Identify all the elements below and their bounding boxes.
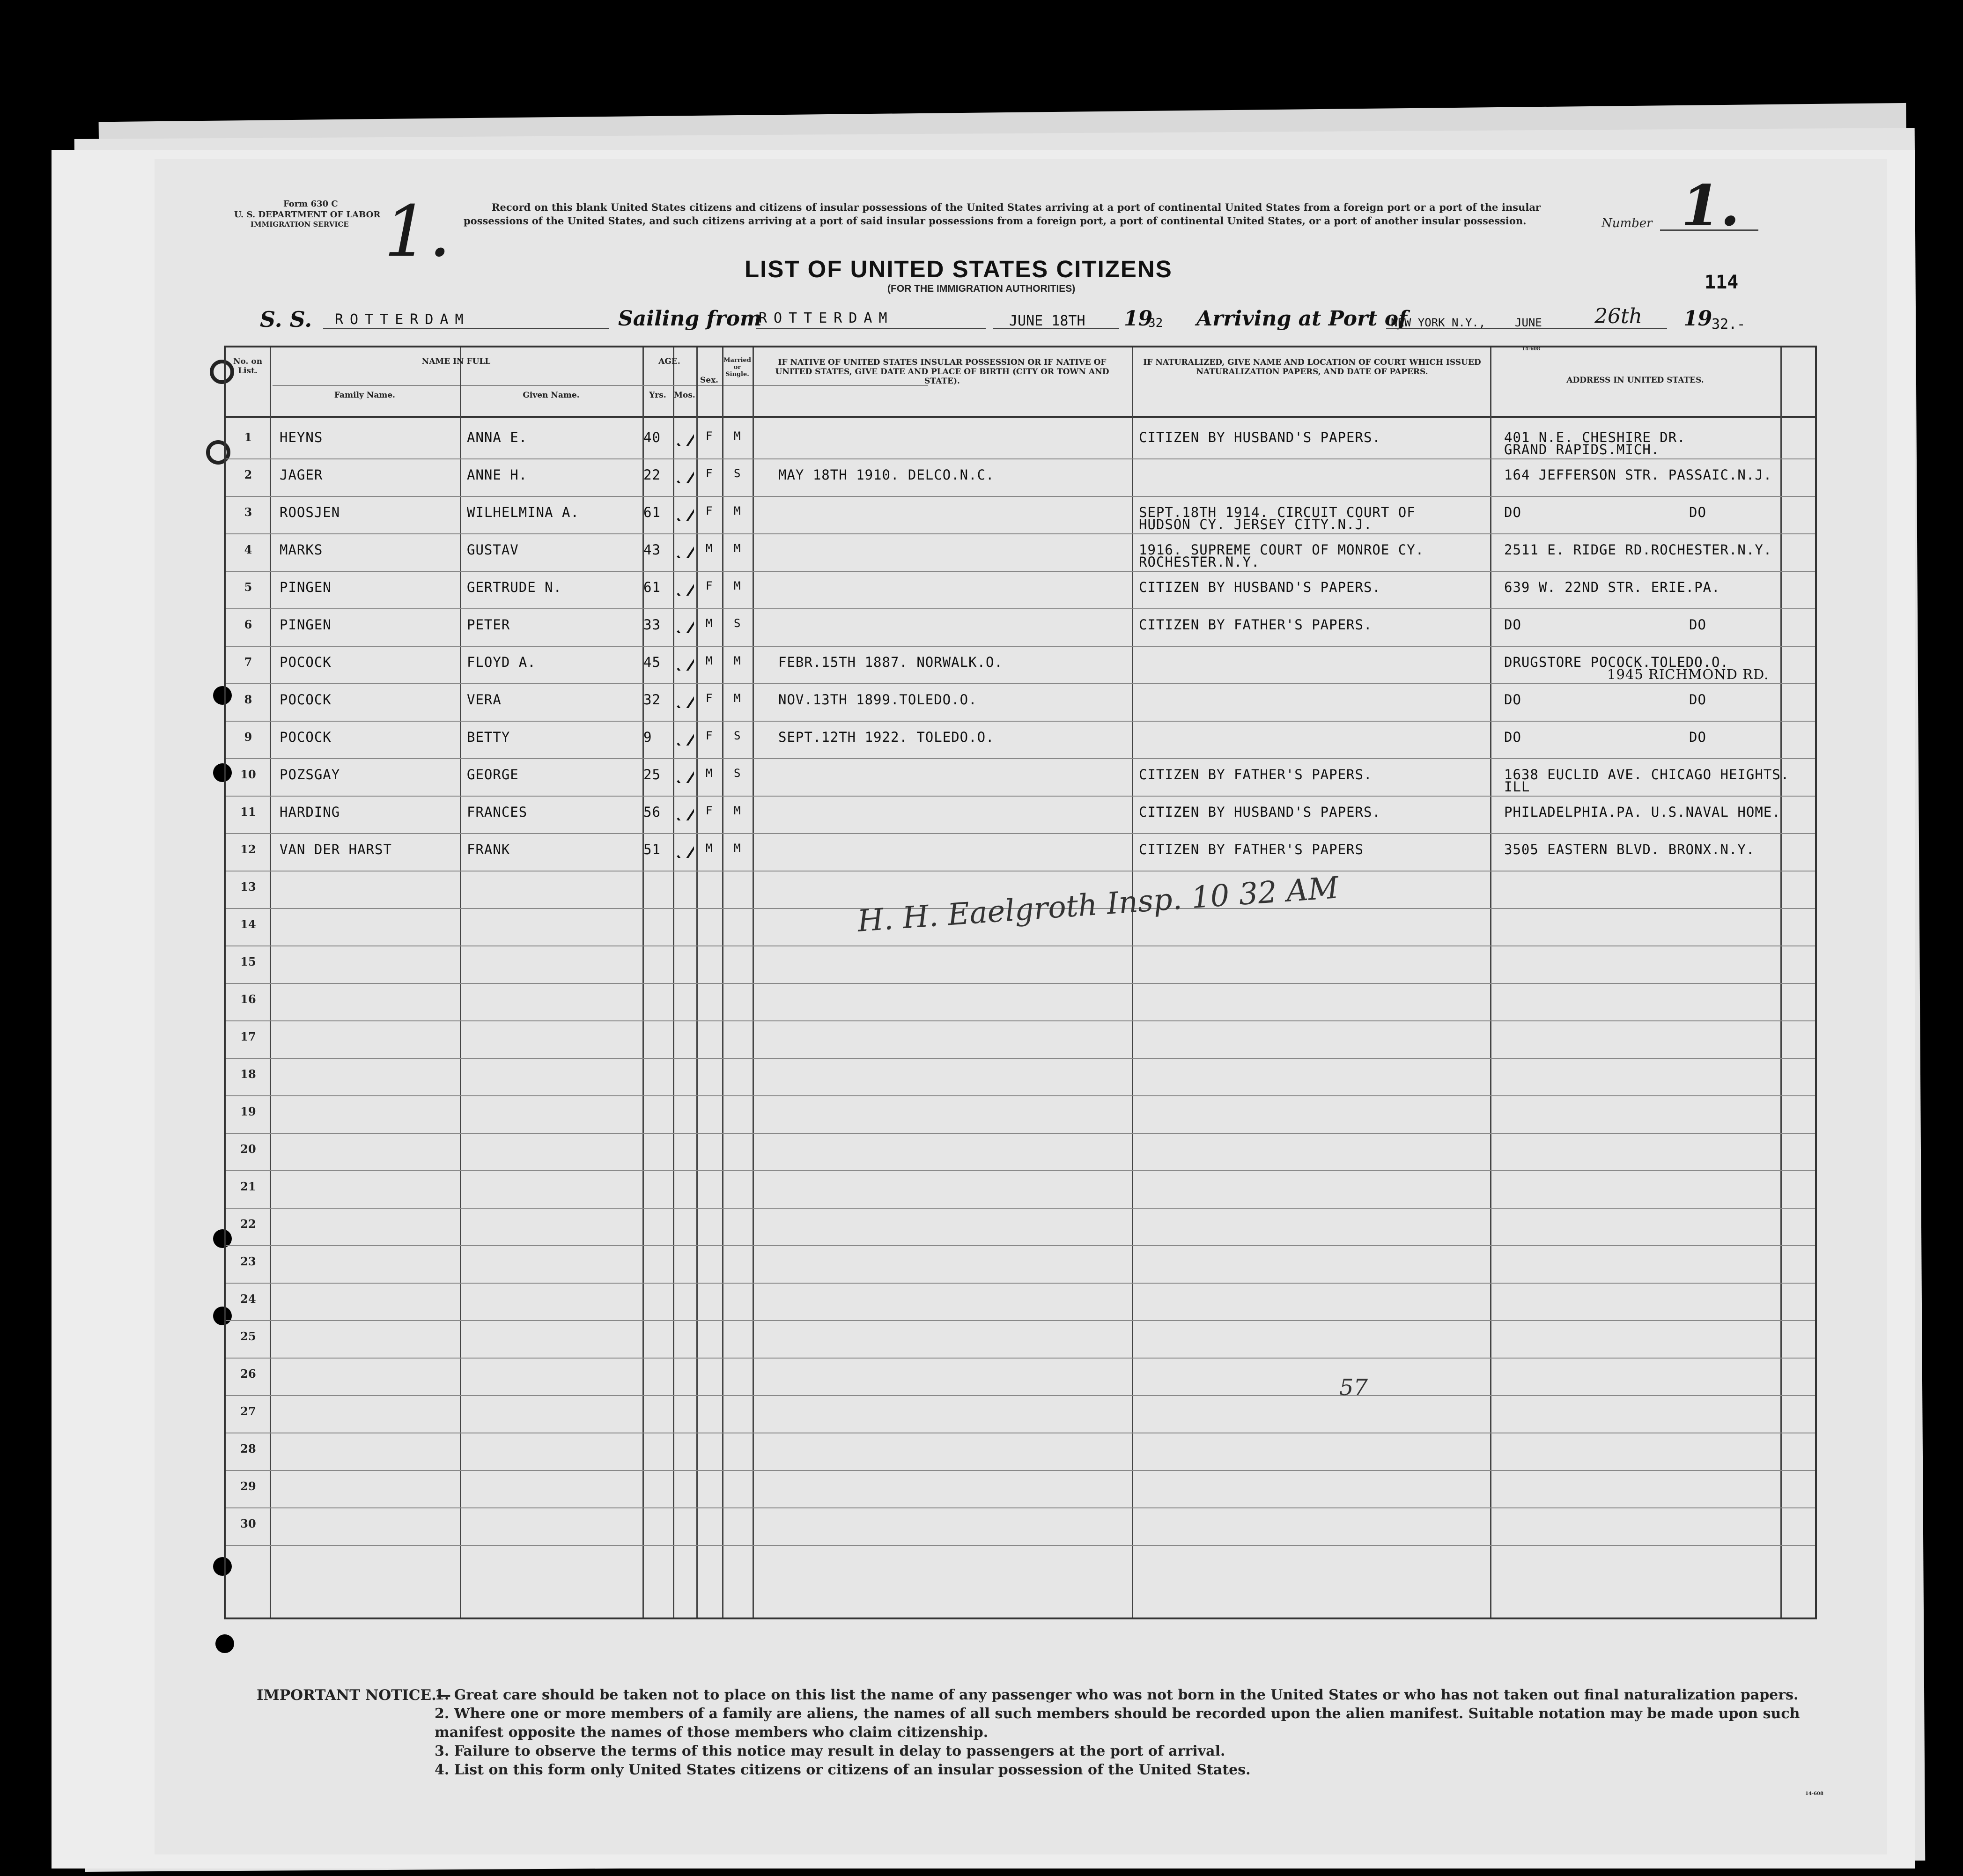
printer-mark: 14-608 (1522, 347, 1540, 352)
row-number: 8 (244, 693, 252, 706)
row-number: 3 (244, 505, 252, 519)
address-line2: DO (1689, 617, 1706, 633)
page-title: LIST OF UNITED STATES CITIZENS (745, 256, 1173, 282)
col-header-married: Married or Single. (723, 357, 751, 378)
sail-year-prefix: 19 (1124, 307, 1153, 331)
sail-date: JUNE 18TH (1009, 313, 1085, 329)
notice-item: 2. Where one or more members of a family are aliens, the names of all such members should be recorded upon the alien manifest. Suitable notation may be made upon such manifest opposite the names of those members who claim citizenship. (435, 1706, 1800, 1741)
sex: M (706, 654, 713, 667)
notice-item: 4. List on this form only United States citizens or citizens of an insular possession of the United States. (435, 1762, 1251, 1778)
age-years: 25 (643, 767, 661, 783)
form-number: Form 630 C (283, 199, 338, 209)
row-rule (226, 1395, 1815, 1396)
row-rule (226, 1020, 1815, 1021)
check-mark-icon (675, 568, 694, 596)
address-line2: DO (1689, 504, 1706, 520)
arrival-year-suffix: 32.- (1712, 316, 1746, 332)
row-rule (226, 533, 1815, 534)
row-rule (226, 496, 1815, 497)
row-number: 21 (240, 1180, 256, 1193)
row-number: 5 (244, 580, 252, 594)
row-number: 17 (240, 1030, 256, 1043)
row-rule (226, 721, 1815, 722)
marital-status: S (734, 617, 741, 630)
marital-status: S (734, 767, 741, 780)
family-name: POCOCK (280, 692, 332, 708)
row-number: 2 (244, 468, 252, 481)
row-number: 14 (240, 917, 256, 931)
row-number: 23 (240, 1255, 256, 1268)
family-name: JAGER (280, 467, 323, 483)
row-number: 28 (240, 1442, 256, 1455)
birth-info: MAY 18TH 1910. DELCO.N.C. (778, 467, 995, 483)
given-name: FRANCES (467, 804, 528, 820)
row-rule (226, 1507, 1815, 1508)
row-rule (226, 458, 1815, 459)
age-years: 51 (643, 842, 661, 857)
address: 401 N.E. CHESHIRE DR. (1504, 429, 1686, 445)
row-rule (226, 1283, 1815, 1284)
given-name: GEORGE (467, 767, 519, 783)
address: DO (1504, 617, 1521, 633)
family-name: VAN DER HARST (280, 842, 392, 857)
row-rule (226, 1470, 1815, 1471)
row-number: 12 (240, 842, 256, 856)
row-rule (226, 758, 1815, 759)
address-line2: DO (1689, 729, 1706, 745)
row-rule (226, 1170, 1815, 1171)
arriving-label: Arriving at Port of (1196, 307, 1408, 331)
address-line2: DO (1689, 692, 1706, 708)
row-number: 26 (240, 1367, 256, 1381)
marital-status: S (734, 729, 741, 742)
given-name: BETTY (467, 729, 510, 745)
row-number: 27 (240, 1404, 256, 1418)
page-number: 114 (1705, 272, 1739, 293)
margin-note: 57 (1339, 1374, 1368, 1401)
col-header-no: No. on List. (233, 357, 263, 376)
address: 639 W. 22ND STR. ERIE.PA. (1504, 579, 1720, 595)
sex: M (706, 767, 713, 780)
col-header-address: ADDRESS IN UNITED STATES. (1566, 376, 1704, 385)
family-name: POZSGAY (280, 767, 340, 783)
row-number: 15 (240, 955, 256, 968)
age-years: 22 (643, 467, 661, 483)
row-rule (226, 1245, 1815, 1246)
naturalization-line2: HUDSON CY. JERSEY CITY.N.J. (1139, 517, 1373, 532)
sex: M (706, 617, 713, 630)
naturalization: SEPT.18TH 1914. CIRCUIT COURT OF (1139, 504, 1416, 520)
check-mark-icon (675, 605, 694, 633)
row-number: 19 (240, 1105, 256, 1118)
arrival-month: JUNE (1515, 316, 1542, 329)
address-line2: GRAND RAPIDS.MICH. (1504, 442, 1660, 458)
row-number: 9 (244, 730, 252, 744)
age-years: 9 (643, 729, 652, 745)
family-name: POCOCK (280, 654, 332, 670)
col-header-yrs: Yrs. (649, 391, 666, 400)
family-name: HARDING (280, 804, 340, 820)
row-number: 20 (240, 1142, 256, 1156)
sex: F (706, 692, 713, 705)
given-name: ANNE H. (467, 467, 528, 483)
check-mark-icon (675, 680, 694, 708)
row-rule (226, 1133, 1815, 1134)
row-rule (226, 571, 1815, 572)
address: DRUGSTORE POCOCK.TOLEDO.O. (1504, 654, 1729, 670)
sail-year-suffix: 32 (1148, 316, 1163, 330)
given-name: FRANK (467, 842, 510, 857)
address: DO (1504, 692, 1521, 708)
instructions: Record on this blank United States citizens and citizens of insular possessions of the United States arriving at a port of continental United States from a foreign port or a port of the insular possessions of the United States, and such citizens arriving at a port of said insular possessions from a foreign port, a port of continental United States, or a port of another insular possession. (464, 201, 1541, 227)
number-value: 1. (1681, 173, 1740, 239)
family-name: MARKS (280, 542, 323, 558)
check-mark-icon (675, 643, 694, 671)
marital-status: M (734, 429, 741, 443)
address: 2511 E. RIDGE RD.ROCHESTER.N.Y. (1504, 542, 1772, 558)
naturalization: CITIZEN BY HUSBAND'S PAPERS. (1139, 579, 1381, 595)
row-number: 16 (240, 992, 256, 1006)
marital-status: M (734, 804, 741, 817)
address-line2: 1945 RICHMOND RD. (1607, 666, 1769, 682)
address: 1638 EUCLID AVE. CHICAGO HEIGHTS. (1504, 767, 1790, 783)
sex: F (706, 504, 713, 517)
row-number: 6 (244, 618, 252, 631)
given-name: WILHELMINA A. (467, 504, 579, 520)
col-header-family: Family Name. (334, 391, 396, 400)
row-number: 18 (240, 1067, 256, 1081)
given-name: GUSTAV (467, 542, 519, 558)
given-name: FLOYD A. (467, 654, 536, 670)
sex: F (706, 467, 713, 480)
marital-status: M (734, 692, 741, 705)
sex: M (706, 542, 713, 555)
marital-status: M (734, 654, 741, 667)
sex: F (706, 804, 713, 817)
age-years: 40 (643, 429, 661, 445)
row-rule (226, 1545, 1815, 1546)
row-rule (226, 1208, 1815, 1209)
age-years: 61 (643, 504, 661, 520)
service-label: IMMIGRATION SERVICE (251, 220, 349, 229)
age-years: 33 (643, 617, 661, 633)
footer-code: 14-608 (1805, 1791, 1823, 1796)
inspector-signature: H. H. Eaelgroth Insp. 10 32 AM (856, 871, 1340, 939)
notice-item: 3. Failure to observe the terms of this notice may result in delay to passengers at the port of arrival. (435, 1743, 1225, 1759)
binder-hole (215, 1634, 234, 1653)
row-number: 25 (240, 1329, 256, 1343)
page-subtitle: (FOR THE IMMIGRATION AUTHORITIES) (887, 283, 1076, 294)
row-rule (226, 683, 1815, 684)
given-name: PETER (467, 617, 510, 633)
sex: F (706, 729, 713, 742)
check-mark-icon (675, 493, 694, 521)
row-number: 30 (240, 1517, 256, 1530)
birth-info: FEBR.15TH 1887. NORWALK.O. (778, 654, 1003, 670)
row-rule (226, 1320, 1815, 1321)
family-name: PINGEN (280, 617, 332, 633)
row-number: 29 (240, 1479, 256, 1493)
address: DO (1504, 729, 1521, 745)
row-rule (226, 608, 1815, 609)
col-header-given: Given Name. (523, 391, 580, 400)
row-number: 13 (240, 880, 256, 894)
row-number: 22 (240, 1217, 256, 1231)
naturalization-line2: ROCHESTER.N.Y. (1139, 554, 1260, 570)
row-rule (226, 871, 1815, 872)
row-rule (226, 796, 1815, 797)
marital-status: M (734, 504, 741, 517)
row-rule (226, 646, 1815, 647)
age-years: 61 (643, 579, 661, 595)
age-years: 43 (643, 542, 661, 558)
marital-status: M (734, 542, 741, 555)
naturalization: CITIZEN BY HUSBAND'S PAPERS. (1139, 429, 1381, 445)
family-name: HEYNS (280, 429, 323, 445)
department-label: U. S. DEPARTMENT OF LABOR (234, 210, 381, 220)
arrival-port: NEW YORK N.Y., (1391, 316, 1486, 329)
family-name: PINGEN (280, 579, 332, 595)
sailing-line (756, 328, 986, 329)
sex: F (706, 429, 713, 443)
naturalization: CITIZEN BY HUSBAND'S PAPERS. (1139, 804, 1381, 820)
col-header-native: IF NATIVE OF UNITED STATES INSULAR POSSESSION OR IF NATIVE OF UNITED STATES, GIVE DATE AND PLACE OF BIRTH (CITY OR TOWN AND STATE). (775, 358, 1109, 386)
number-label: Number (1601, 216, 1653, 230)
given-name: GERTRUDE N. (467, 579, 562, 595)
row-number: 4 (244, 543, 252, 556)
row-number: 24 (240, 1292, 256, 1306)
check-mark-icon (675, 717, 694, 746)
check-mark-icon (675, 792, 694, 820)
col-header-sex: Sex. (700, 376, 719, 385)
ship-line (323, 328, 609, 329)
naturalization: CITIZEN BY FATHER'S PAPERS. (1139, 767, 1373, 783)
marital-status: S (734, 467, 741, 480)
naturalization: CITIZEN BY FATHER'S PAPERS. (1139, 617, 1373, 633)
col-header-name: NAME IN FULL (421, 357, 491, 366)
sailing-port: ROTTERDAM (759, 310, 894, 326)
sheet-mark: 1. (384, 191, 451, 273)
row-rule (226, 1358, 1815, 1359)
check-mark-icon (675, 755, 694, 783)
sex: M (706, 842, 713, 855)
ss-label: S. S. (260, 307, 312, 332)
row-number: 1 (244, 430, 252, 444)
col-header-mos: Mos. (674, 391, 695, 400)
notice-heading: IMPORTANT NOTICE.— (257, 1687, 451, 1704)
naturalization: CITIZEN BY FATHER'S PAPERS (1139, 842, 1364, 857)
marital-status: M (734, 842, 741, 855)
address: PHILADELPHIA.PA. U.S.NAVAL HOME. (1504, 804, 1781, 820)
row-number: 7 (244, 655, 252, 669)
given-name: ANNA E. (467, 429, 528, 445)
check-mark-icon (675, 530, 694, 558)
check-mark-icon (675, 830, 694, 858)
birth-info: NOV.13TH 1899.TOLEDO.O. (778, 692, 977, 708)
check-mark-icon (675, 418, 694, 446)
row-rule (226, 1058, 1815, 1059)
check-mark-icon (675, 455, 694, 483)
age-years: 32 (643, 692, 661, 708)
row-number: 11 (240, 805, 256, 819)
address: DO (1504, 504, 1521, 520)
address-line2: ILL (1504, 779, 1530, 795)
age-years: 56 (643, 804, 661, 820)
arrival-day: 26th (1594, 304, 1643, 328)
row-rule (226, 833, 1815, 834)
row-rule (226, 1095, 1815, 1096)
address: 3505 EASTERN BLVD. BRONX.N.Y. (1504, 842, 1755, 857)
manifest-table (224, 346, 1817, 1619)
sex: F (706, 579, 713, 592)
age-years: 45 (643, 654, 661, 670)
ship-name: ROTTERDAM (335, 311, 470, 328)
notice-item: 1. Great care should be taken not to place on this list the name of any passenger who was not born in the United States or who has not taken out final naturalization papers. (435, 1687, 1799, 1703)
marital-status: M (734, 579, 741, 592)
row-rule (226, 983, 1815, 984)
naturalization: 1916. SUPREME COURT OF MONROE CY. (1139, 542, 1424, 558)
sailing-label: Sailing from (618, 307, 762, 331)
col-header-naturalized: IF NATURALIZED, GIVE NAME AND LOCATION OF COURT WHICH ISSUED NATURALIZATION PAPERS, AND DATE OF PAPERS. (1143, 358, 1481, 377)
given-name: VERA (467, 692, 502, 708)
family-name: ROOSJEN (280, 504, 340, 520)
family-name: POCOCK (280, 729, 332, 745)
arrival-year-prefix: 19 (1683, 307, 1712, 331)
row-rule (226, 945, 1815, 946)
address: 164 JEFFERSON STR. PASSAIC.N.J. (1504, 467, 1772, 483)
col-header-age: AGE. (658, 357, 680, 366)
birth-info: SEPT.12TH 1922. TOLEDO.O. (778, 729, 995, 745)
row-number: 10 (240, 768, 256, 781)
